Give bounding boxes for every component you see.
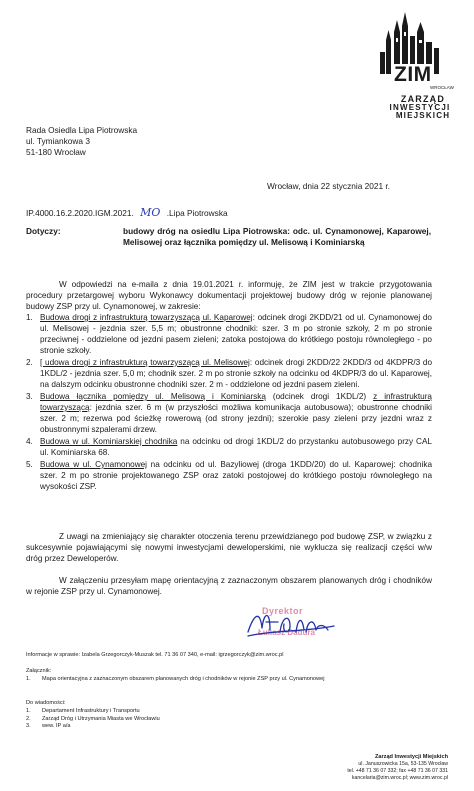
footer-org: Zarząd Inwestycji Miejskich xyxy=(374,754,448,760)
recipient-line: ul. Tymiankowa 3 xyxy=(26,136,90,146)
paragraph-developers: Z uwagi na zmieniający się charakter otoczenia terenu przewidzianego pod budowę ZSP, w związku z sukcesywnie pojawiającymi się nowymi inwestycjami deweloperskimi, nie wyklucza się realizacji części w/w dróg przez Deweloperów. xyxy=(26,532,432,563)
list-item xyxy=(26,312,432,356)
cc-list xyxy=(26,708,326,731)
logo-sub: WROCŁAW xyxy=(430,85,454,90)
stamp-title: Dyrektor xyxy=(262,606,304,616)
list-item-number: 4. xyxy=(26,437,33,446)
stamp-name: Łukasz Dadura xyxy=(258,628,315,637)
logo-mark: ZIM xyxy=(394,63,432,86)
footer-phone: tel. +48 71 36 07 332; fax +48 71 36 07 331 xyxy=(347,768,448,774)
list-item-title: Budowa łącznika pomiędzy ul. Melisową i Kominiarską xyxy=(40,392,266,401)
list-item-number: 3. xyxy=(26,392,33,401)
cc-number: 3. xyxy=(26,723,31,729)
list-item xyxy=(26,357,432,390)
cc-number: 1. xyxy=(26,708,31,714)
list-item xyxy=(26,391,432,435)
footer-street: ul. Januszowicka 15a, 53-135 Wrocław xyxy=(358,761,448,767)
logo-name-line-1: ZARZĄD xyxy=(400,94,446,104)
list-item-number: 1. xyxy=(26,313,33,322)
attachments-heading: Załącznik: xyxy=(26,668,52,674)
logo-name-line-2: INWESTYCJI xyxy=(389,103,451,112)
cc-text: Zarząd Dróg i Utrzymania Miasta we Wrocławiu xyxy=(42,715,160,722)
intro-paragraph: W odpowiedzi na e-maila z dnia 19.01.2021 r. informuję, że ZIM jest w trakcie przygotowania procedury przetargowej wyboru Wykonawcy dokumentacji projektowej budowy dróg w rejonie planowanej budowy ZSP przy ul. Cynamonowej, w zakresie: xyxy=(26,280,432,311)
paragraph-attachment: W załączeniu przesyłam mapę orientacyjną z zaznaczonym obszarem planowanych dróg i chodników w rejonie ZSP przy ul. Cynamonowej. xyxy=(26,576,432,596)
list-item-title: Budowa drogi z infrastrukturą towarzyszącą ul. Kaparowej xyxy=(40,313,253,322)
cc-heading: Do wiadomości: xyxy=(26,700,66,706)
list-item xyxy=(26,459,432,492)
director-stamp xyxy=(244,602,340,642)
cc-item xyxy=(26,708,326,716)
letter-date: Wrocław, dnia 22 stycznia 2021 r. xyxy=(267,181,390,191)
list-item-text: na odcinku od drogi 1KDL/2 do przystanku autobusowego przy CAL ul. Kominiarska 68. xyxy=(40,437,432,457)
attachment-item xyxy=(26,676,432,684)
scope-list xyxy=(26,312,432,492)
attachment-number: 1. xyxy=(26,676,31,682)
logo-name-line-3: MIEJSKICH xyxy=(395,111,451,120)
subject-label: Dotyczy: xyxy=(26,226,61,236)
attachment-text: Mapa orientacyjna z zaznaczonym obszarem planowanych dróg i chodników w rejonie ZSP przy ul. Cynamonowej xyxy=(42,676,325,682)
zim-logo xyxy=(360,12,460,120)
subject-text: budowy dróg na osiedlu Lipa Piotrowska: odc. ul. Cynamonowej, Kaparowej, Melisowej oraz łącznika pomiędzy ul. Melisową i Kominiarską xyxy=(123,226,431,247)
reference-handwritten: MO xyxy=(140,206,161,219)
footer-email-web: kancelaria@zim.wroc.pl; www.zim.wroc.pl xyxy=(351,775,448,781)
cc-text: Departament Infrastruktury i Transportu xyxy=(42,708,140,714)
list-item-title-2: z infrastrukturą towarzyszącą xyxy=(40,392,432,412)
list-item-text: na odcinku od ul. Bazyliowej (droga 1KDD/20) do ul. Kaparowej: chodnika szer. 2 m po stronie projektowanego ZSP oraz zatoki postojowej do krótkiego postoju równoległego na wysokości ZSP. xyxy=(40,460,432,491)
reference-line xyxy=(26,207,228,219)
list-item-number: 2. xyxy=(26,358,33,367)
recipient-line: 51-180 Wrocław xyxy=(26,147,86,157)
cc-item xyxy=(26,716,326,724)
recipient-block xyxy=(26,125,137,158)
reference-suffix: .Lipa Piotrowska xyxy=(166,208,228,218)
footer-address xyxy=(248,754,448,782)
cc-text: wew. IP a/a xyxy=(42,723,71,729)
list-item-title: Budowa w ul. Kominiarskiej chodnika xyxy=(40,437,178,446)
reference-number: IP.4000.16.2.2020.IGM.2021. xyxy=(26,208,134,218)
list-item-title: [ udowa drogi z infrastrukturą towarzyszącą ul. Melisowej xyxy=(40,358,250,367)
contact-info: Informacje w sprawie: Izabela Grzegorczyk-Muszak tel. 71 36 07 340, e-mail: igrzegorczyk@zim.wroc.pl xyxy=(26,652,284,658)
list-item-text: : odcinek drogi 2KDD/21 od ul. Cynamonowej do ul. Melisowej - jezdnia szer. 5,5 m; obustronne chodniki: szer. 3 m po stronie szkoły, 2 m po stronie przeciwnej - oddzielone od jezdni pasem zieleni; zatoka postojowa do krótkiego postoju równoległego - po stronie szkoły. xyxy=(40,313,432,355)
attachments-list xyxy=(26,676,432,684)
cc-item xyxy=(26,723,326,731)
list-item xyxy=(26,436,432,458)
list-item-text: : jezdnia szer. 6 m (w przyszłości możliwa komunikacja autobusowa); obustronne chodniki szer. 2 m; rezerwa pod ścieżkę rowerową (od strony jezdni); szerokie pasy zieleni przy jezdni wraz z obustronnymi szpalerami drzew. xyxy=(40,403,432,434)
cc-number: 2. xyxy=(26,715,31,722)
list-item-text-mid: (odcinek drogi 1KDL/2) xyxy=(265,392,374,401)
list-item-text: : odcinek drogi 2KDD/22 2KDD/3 od 4KDPR/3 do 1KDL/2 - jezdnia szer. 5,0 m; chodnik szer. 2 m po stronie szkoły na odcinku od 4KDPR/3 do ul. Kaparowej, na dalszym odcinku obustronne chodniki szer. 2 m - oddzielone od jezdni pasem zieleni. xyxy=(40,358,433,389)
recipient-line: Rada Osiedla Lipa Piotrowska xyxy=(26,125,138,135)
list-item-title: Budowa w ul. Cynamonowej xyxy=(40,460,147,469)
list-item-number: 5. xyxy=(26,460,33,469)
handwritten-signature-icon xyxy=(244,602,340,642)
